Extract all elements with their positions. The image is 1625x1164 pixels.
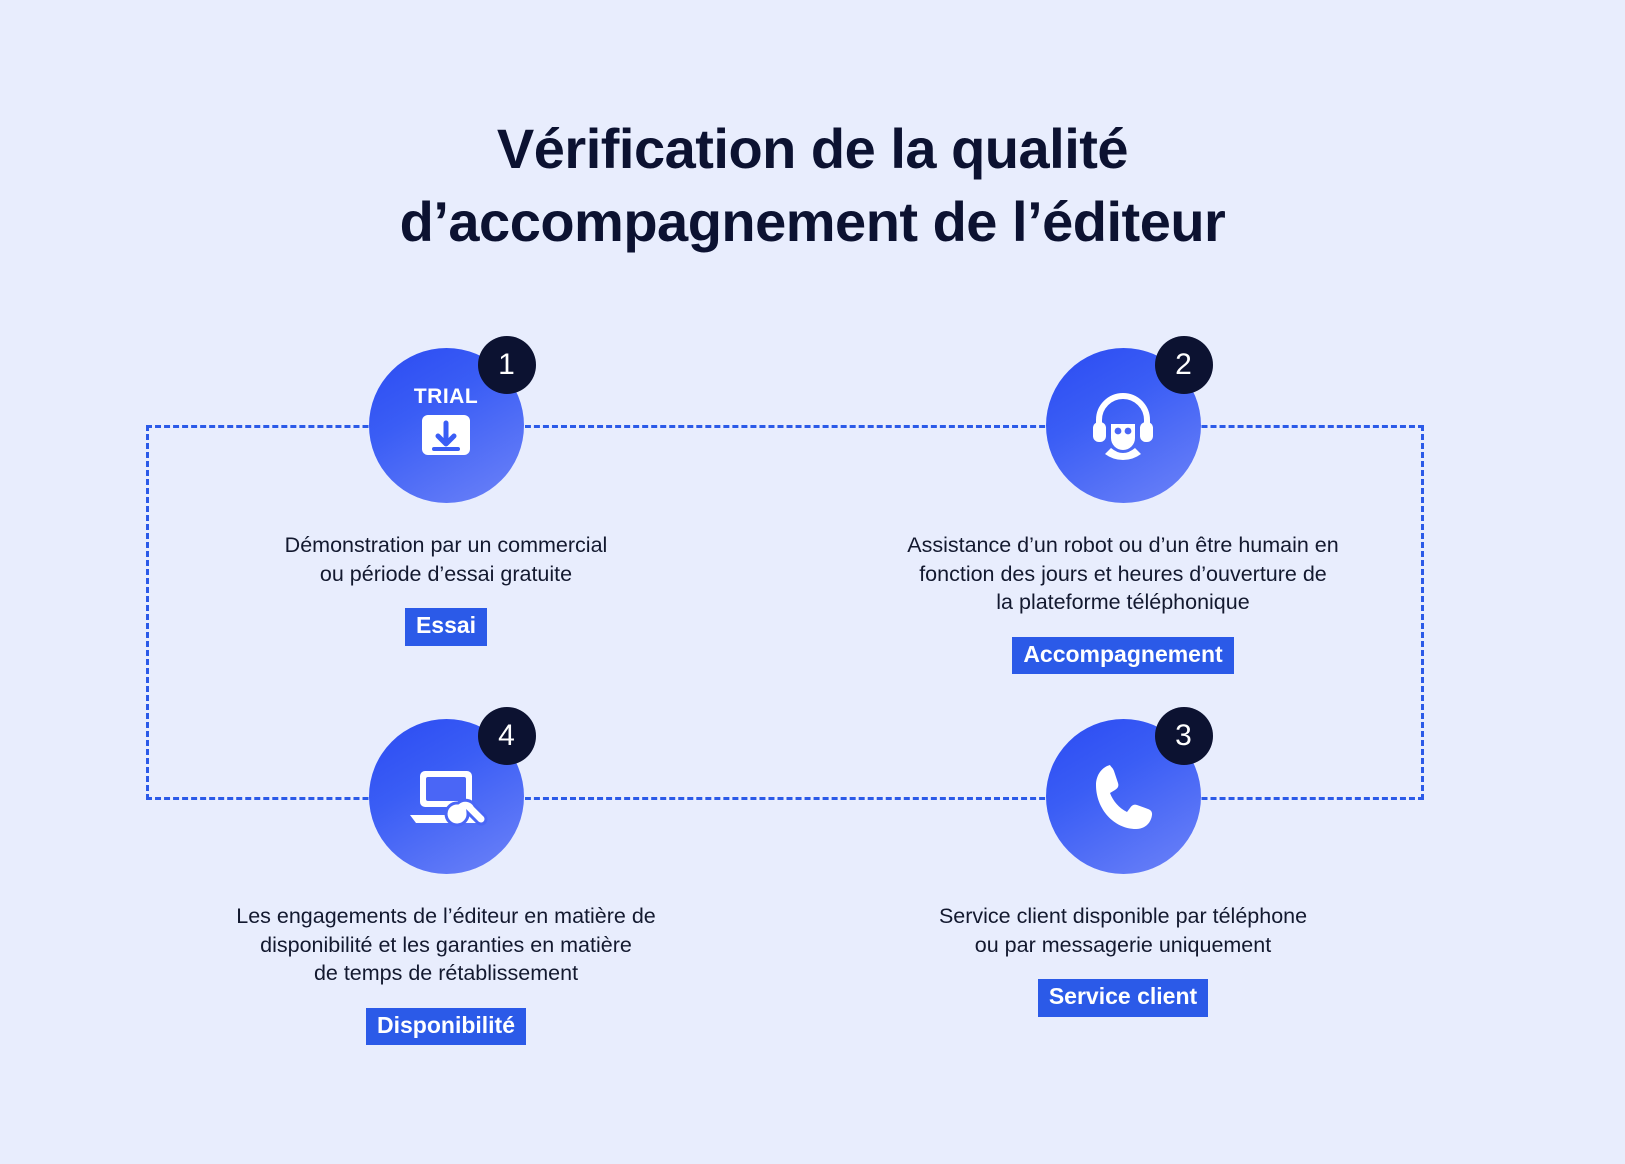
page-title — [0, 112, 1625, 260]
step-3-icon-wrap — [1046, 719, 1201, 874]
step-3-tag: Service client — [1038, 979, 1208, 1016]
step-item-4 — [186, 719, 706, 1045]
step-1-desc-line-1: Démonstration par un commercial — [284, 533, 608, 557]
step-item-3 — [863, 719, 1383, 1017]
step-2-desc-line-2: fonction des jours et heures d’ouverture de — [919, 561, 1327, 586]
step-1-description — [285, 531, 608, 588]
step-1-tag: Essai — [405, 608, 487, 645]
step-4-desc-line-1: Les engagements de l’éditeur en matière de — [236, 904, 656, 928]
step-1-icon-wrap — [369, 348, 524, 503]
step-4-tag: Disponibilité — [366, 1008, 526, 1045]
trial-download-icon — [398, 383, 494, 469]
page-title-line-2: d’accompagnement de l’éditeur — [399, 190, 1226, 254]
step-4-icon-wrap — [369, 719, 524, 874]
step-2-description — [907, 531, 1338, 617]
support-agent-headset-icon — [1081, 384, 1165, 468]
step-4-number-badge: 4 — [478, 707, 536, 765]
svg-text:TRIAL: TRIAL — [413, 384, 479, 408]
step-3-desc-line-2: ou par messagerie uniquement — [974, 932, 1272, 957]
step-1-number-badge: 1 — [478, 336, 536, 394]
step-1-desc-line-2: ou période d’essai gratuite — [319, 561, 573, 586]
page-title-line-1: Vérification de la qualité — [496, 116, 1129, 180]
laptop-wrench-maintenance-icon — [402, 759, 490, 835]
telephone-handset-icon — [1088, 759, 1158, 835]
step-item-1 — [186, 348, 706, 646]
step-4-desc-line-2: disponibilité et les garanties en matière — [260, 932, 632, 957]
step-4-desc-line-3: de temps de rétablissement — [313, 961, 579, 986]
step-4-description — [236, 902, 656, 988]
step-3-description — [939, 902, 1307, 959]
step-2-desc-line-1: Assistance d’un robot ou d’un être humain en — [907, 533, 1339, 557]
step-3-number-badge: 3 — [1155, 707, 1213, 765]
step-2-tag: Accompagnement — [1012, 637, 1233, 674]
step-2-icon-wrap — [1046, 348, 1201, 503]
step-2-desc-line-3: la plateforme téléphonique — [996, 590, 1250, 615]
step-item-2 — [863, 348, 1383, 674]
step-2-number-badge: 2 — [1155, 336, 1213, 394]
step-3-desc-line-1: Service client disponible par téléphone — [938, 904, 1308, 928]
